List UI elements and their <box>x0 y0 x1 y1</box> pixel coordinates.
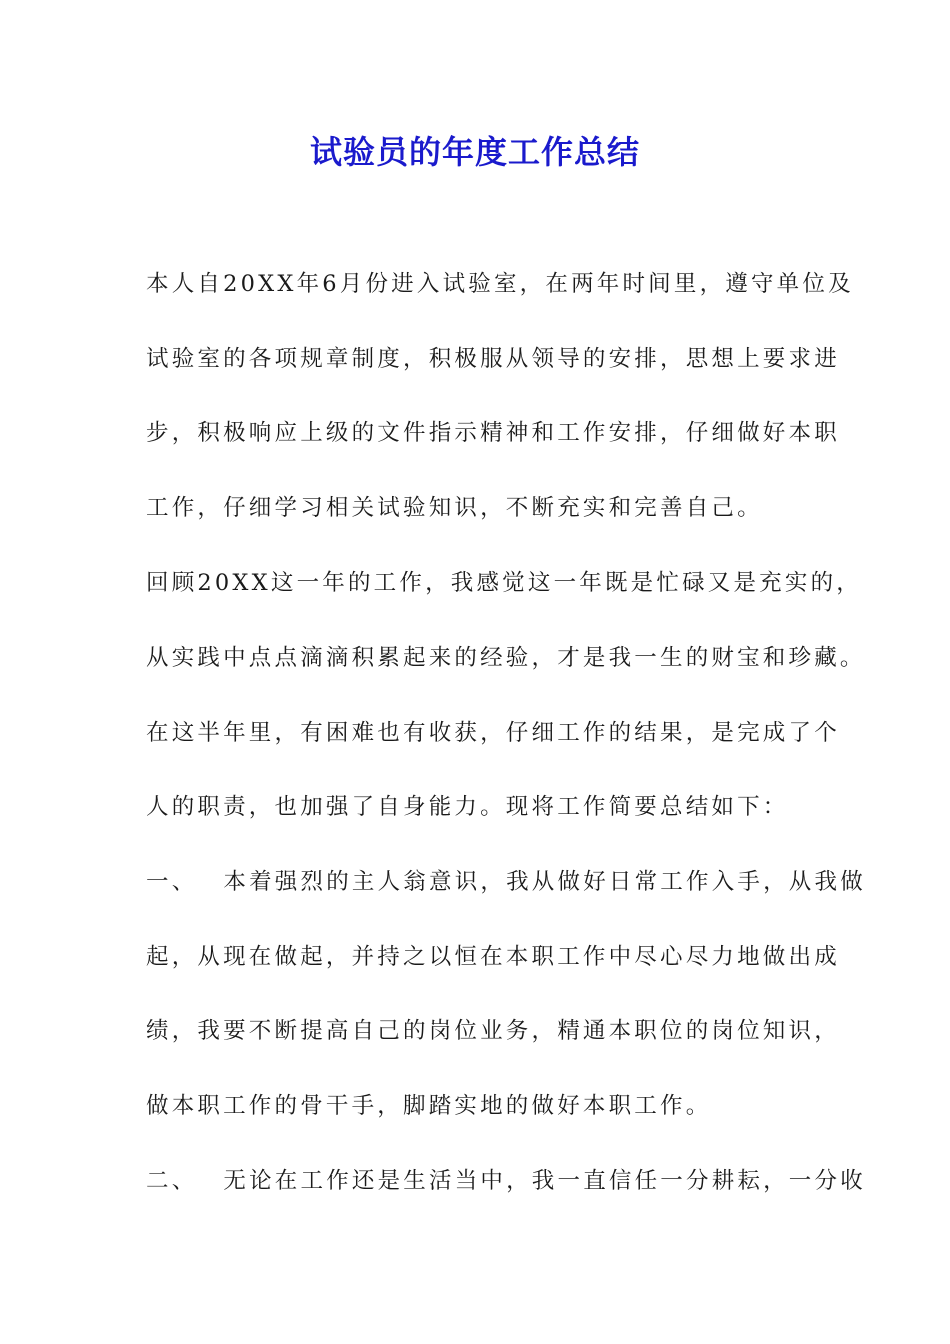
body-line <box>146 713 846 753</box>
document-title: 试验员的年度工作总结 <box>309 133 640 171</box>
body-line-text: 人的职责，也加强了自身能力。现将工作简要总结如下： <box>146 794 789 820</box>
body-line-text: 回顾20XX这一年的工作，我感觉这一年既是忙碌又是充实的， <box>146 570 862 596</box>
body-line-text: 做本职工作的骨干手，脚踏实地的做好本职工作。 <box>146 1093 712 1119</box>
body-line-text: 步，积极响应上级的文件指示精神和工作安排，仔细做好本职 <box>146 420 840 446</box>
body-line-text: 无论在工作还是生活当中，我一直信任一分耕耘，一分收 <box>223 1168 866 1194</box>
body-line-text: 本着强烈的主人翁意识，我从做好日常工作入手，从我做 <box>223 869 866 895</box>
section-two-line <box>146 1161 866 1201</box>
body-line-text: 从实践中点点滴滴积累起来的经验，才是我一生的财宝和珍藏。 <box>146 645 866 671</box>
section-marker: 二、 <box>146 1168 198 1194</box>
body-line <box>146 563 862 603</box>
body-line <box>146 787 846 827</box>
body-line <box>146 638 866 678</box>
body-line-text: 绩，我要不断提高自己的岗位业务，精通本职位的岗位知识， <box>146 1018 840 1044</box>
body-line <box>146 937 846 977</box>
section-marker: 一、 <box>146 869 198 895</box>
body-line <box>146 339 846 379</box>
body-line <box>146 1086 846 1126</box>
body-line-text: 起，从现在做起，并持之以恒在本职工作中尽心尽力地做出成 <box>146 944 840 970</box>
body-line <box>146 413 846 453</box>
body-line <box>146 264 854 304</box>
body-line <box>146 488 846 528</box>
body-line-text: 在这半年里，有困难也有收获，仔细工作的结果，是完成了个 <box>146 720 840 746</box>
body-line-text: 本人自20XX年6月份进入试验室，在两年时间里，遵守单位及 <box>146 271 854 297</box>
body-line-text: 试验室的各项规章制度，积极服从领导的安排，思想上要求进 <box>146 346 840 372</box>
section-one-line <box>146 862 866 902</box>
body-line-text: 工作，仔细学习相关试验知识，不断充实和完善自己。 <box>146 495 763 521</box>
body-line <box>146 1011 846 1051</box>
